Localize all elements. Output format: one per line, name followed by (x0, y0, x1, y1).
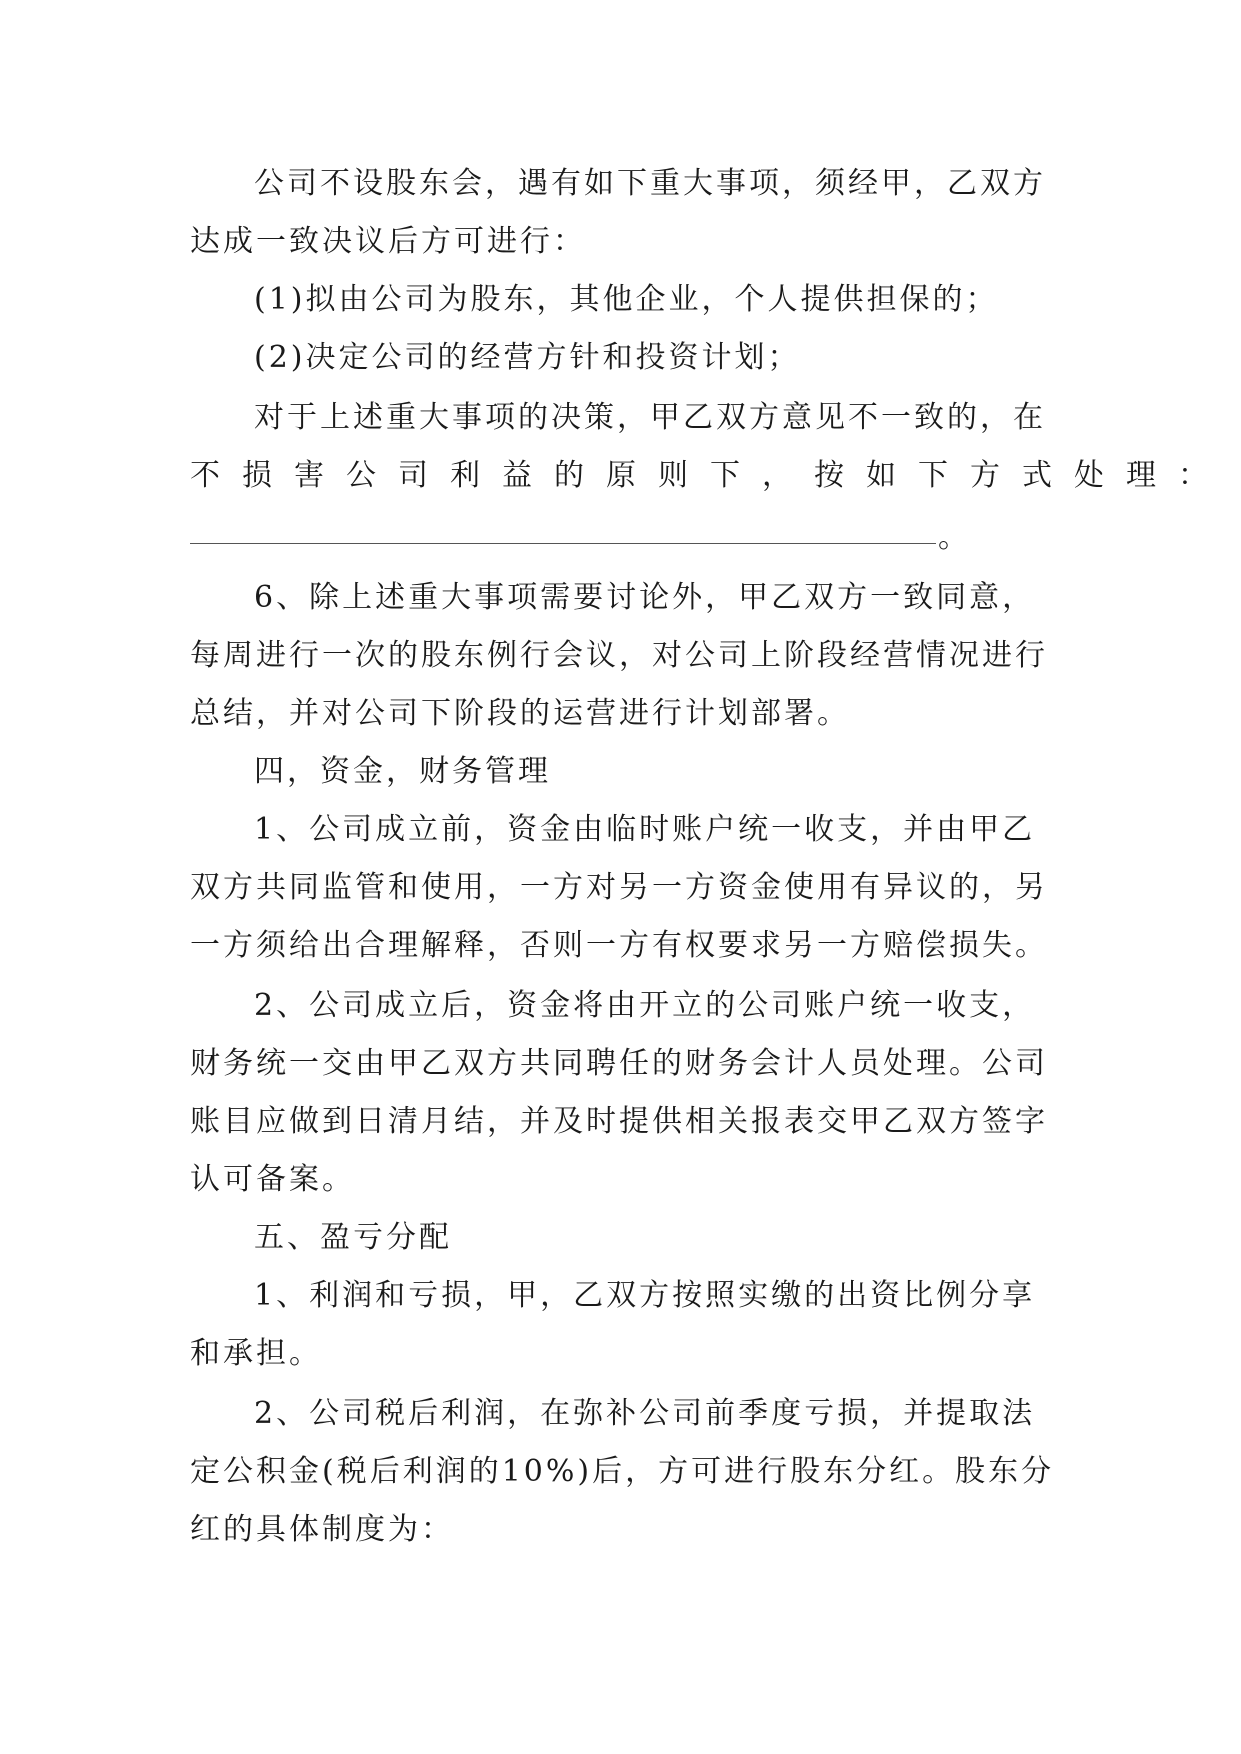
blank-end-punctuation: 。 (938, 520, 968, 555)
paragraph-line: 对于上述重大事项的决策，甲乙双方意见不一致的，在 (254, 400, 1046, 435)
paragraph-line: 双方共同监管和使用，一方对另一方资金使用有异议的，另 (190, 870, 1048, 905)
paragraph-line: 账目应做到日清月结，并及时提供相关报表交甲乙双方签字 (190, 1104, 1048, 1139)
paragraph-line: 和承担。 (190, 1336, 322, 1371)
paragraph-line: 2、公司税后利润，在弥补公司前季度亏损，并提取法 (254, 1396, 1036, 1431)
paragraph-line: 不损害公司利益的原则下，按如下方式处理： (190, 458, 1230, 493)
paragraph-line: 每周进行一次的股东例行会议，对公司上阶段经营情况进行 (190, 638, 1048, 673)
list-item: (1)拟由公司为股东，其他企业，个人提供担保的； (254, 282, 999, 317)
section-heading: 五、盈亏分配 (254, 1220, 452, 1255)
paragraph-line: 公司不设股东会，遇有如下重大事项，须经甲，乙双方 (254, 166, 1046, 201)
paragraph-line: 定公积金(税后利润的10%)后，方可进行股东分红。股东分 (190, 1454, 1055, 1489)
paragraph-line: 6、除上述重大事项需要讨论外，甲乙双方一致同意， (254, 580, 1036, 615)
paragraph-line: 达成一致决议后方可进行： (190, 224, 586, 259)
paragraph-line: 1、公司成立前，资金由临时账户统一收支，并由甲乙 (254, 812, 1036, 847)
paragraph-line: 总结，并对公司下阶段的运营进行计划部署。 (190, 696, 850, 731)
paragraph-line: 2、公司成立后，资金将由开立的公司账户统一收支， (254, 988, 1036, 1023)
section-heading: 四，资金，财务管理 (254, 754, 551, 789)
fill-in-blank-line (190, 543, 936, 544)
paragraph-line: 一方须给出合理解释，否则一方有权要求另一方赔偿损失。 (190, 928, 1048, 963)
paragraph-line: 认可备案。 (190, 1162, 355, 1197)
paragraph-line: 财务统一交由甲乙双方共同聘任的财务会计人员处理。公司 (190, 1046, 1048, 1081)
paragraph-line: 红的具体制度为： (190, 1512, 454, 1547)
list-item: (2)决定公司的经营方针和投资计划； (254, 340, 801, 375)
paragraph-line: 1、利润和亏损，甲，乙双方按照实缴的出资比例分享 (254, 1278, 1036, 1313)
